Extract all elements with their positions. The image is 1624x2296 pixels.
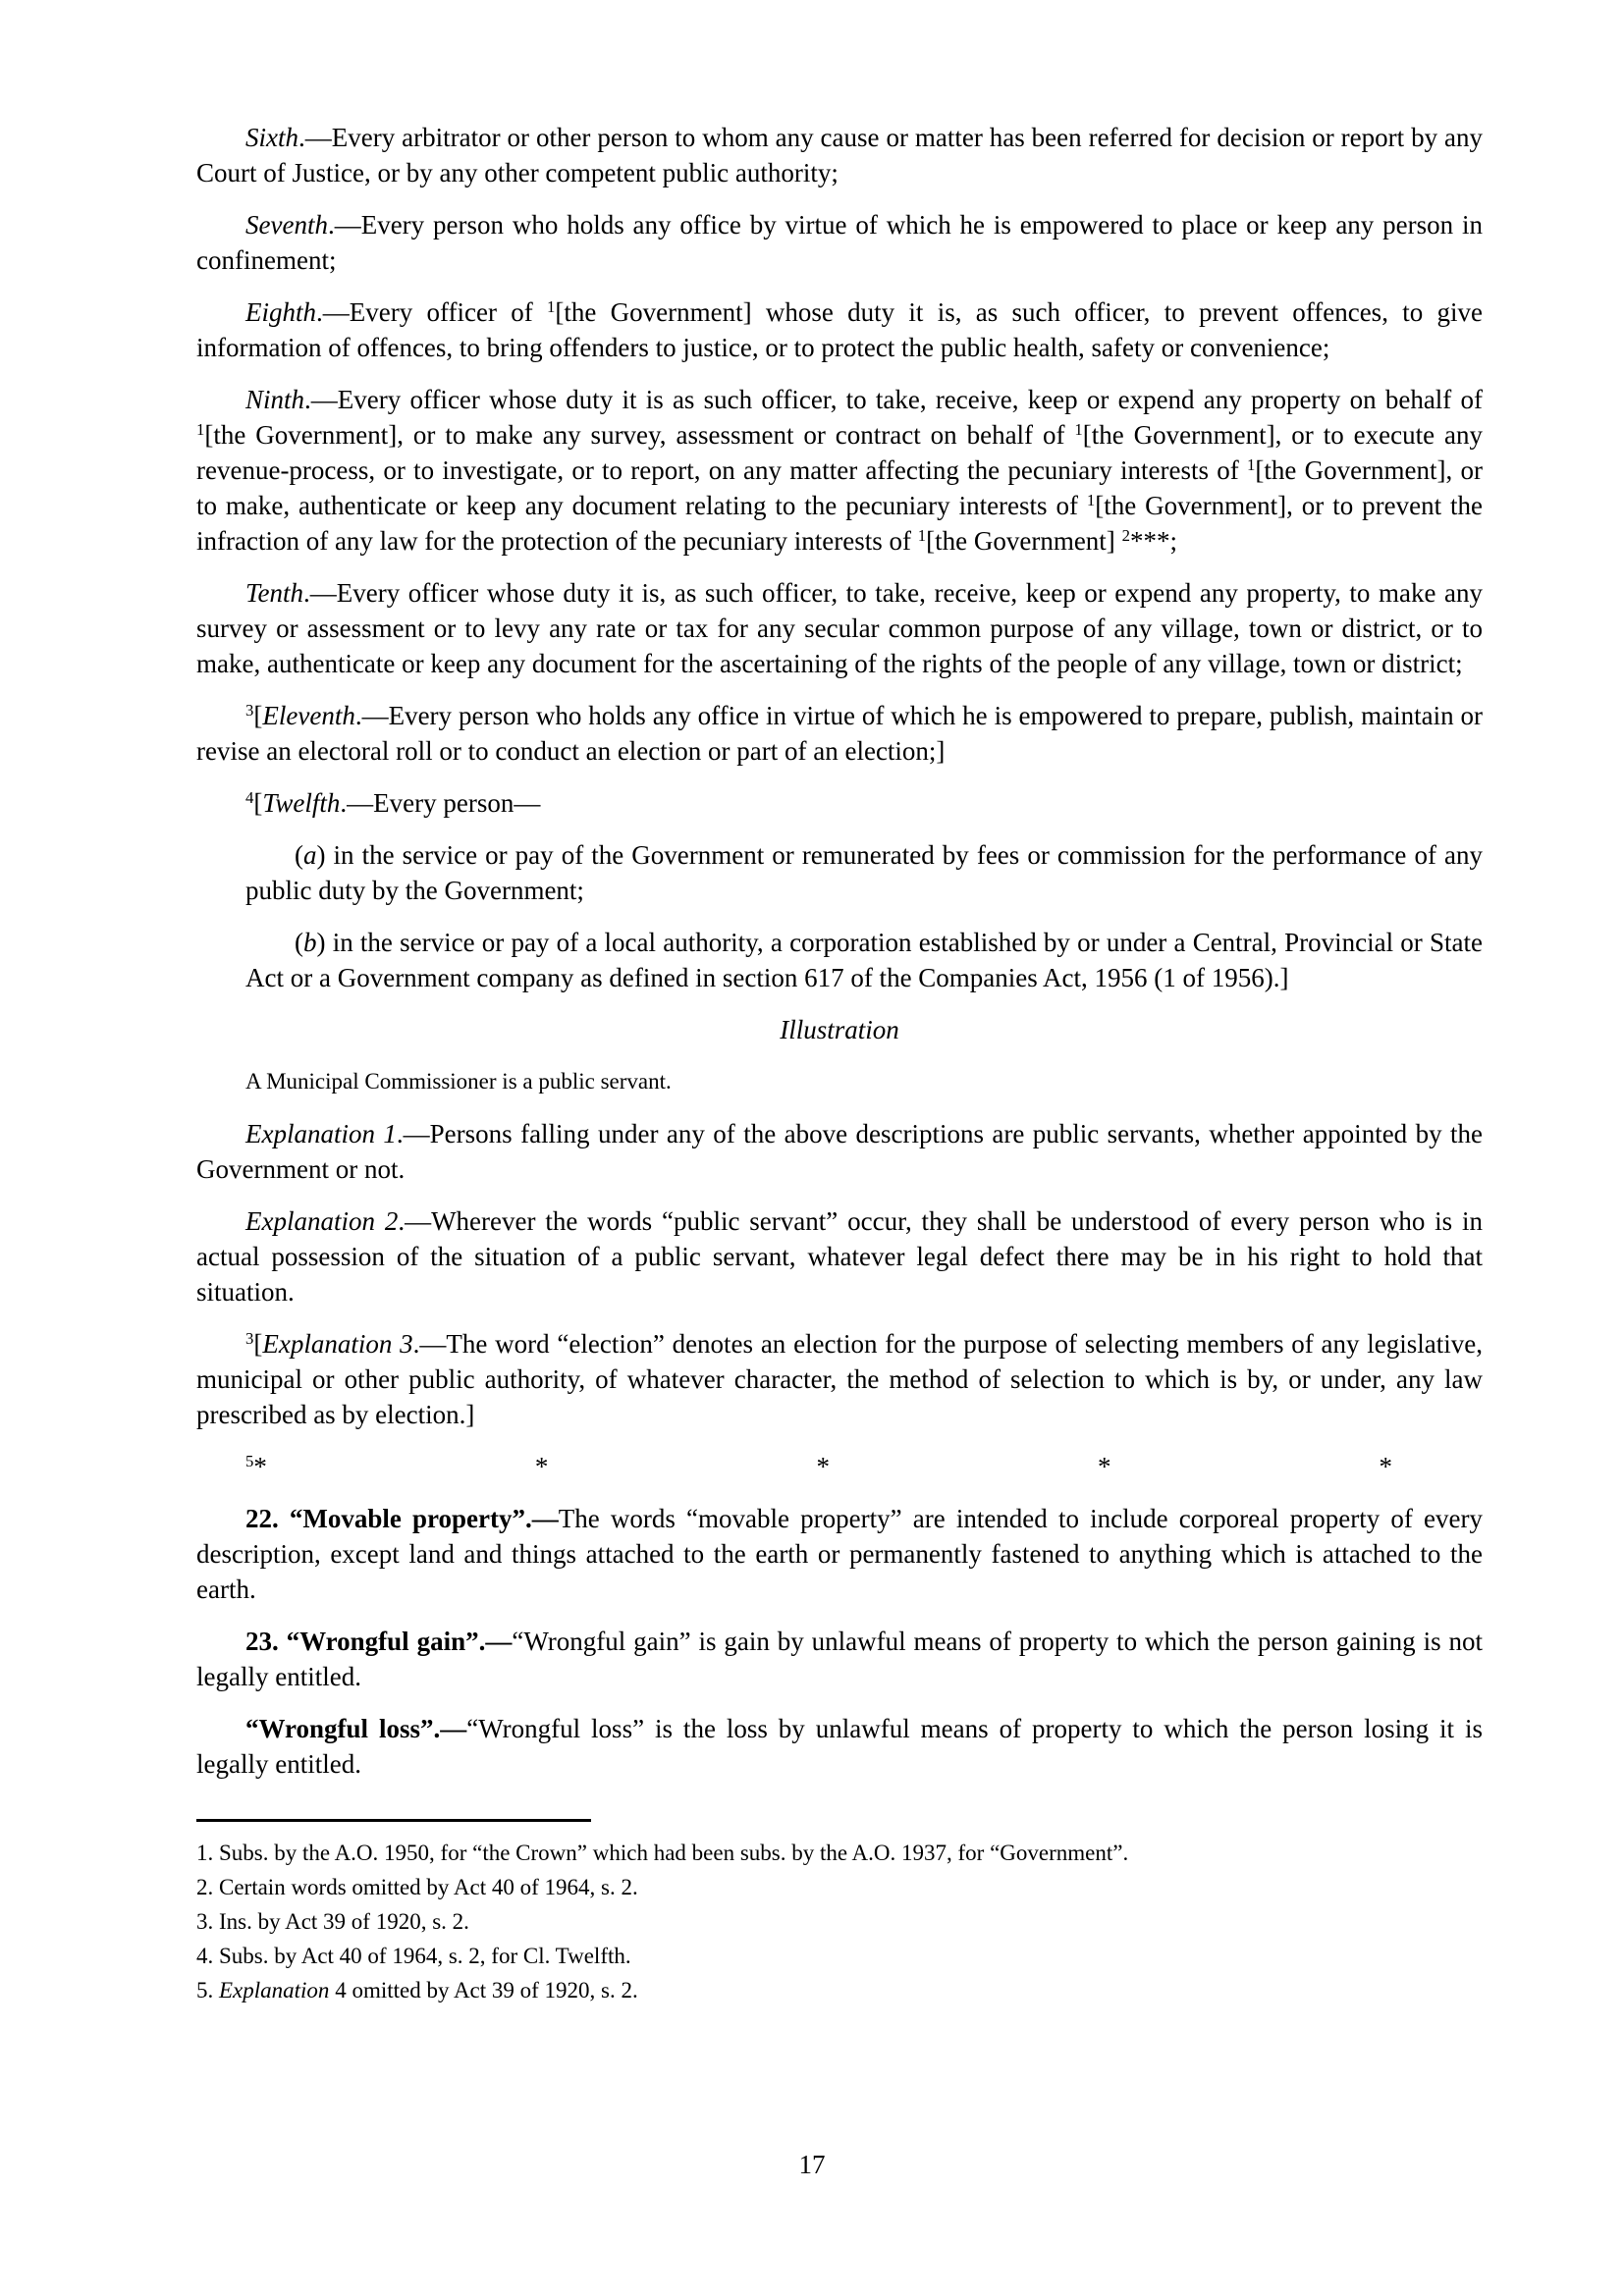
text-segment: .—Persons falling under any of the above descriptions are public servants, whether appointed by the Government or not. [196, 1119, 1484, 1184]
text-segment: 1 [917, 526, 927, 545]
text-segment: Explanation 1 [245, 1119, 397, 1148]
explanation-2 [196, 1203, 1483, 1309]
section-23-wrongful-loss [196, 1711, 1483, 1782]
section-22-movable-property [196, 1501, 1483, 1607]
text-segment: Explanation [219, 1978, 330, 2002]
illustration-heading [196, 1012, 1483, 1047]
text-segment: “Wrongful gain” is gain by unlawful means of property to which the person gaining is not legally entitled. [196, 1627, 1483, 1691]
text-segment: ) in the service or pay of the Government or remunerated by fees or commission for the performance of any public duty by the Government; [245, 840, 1483, 905]
text-segment: [the Government], or to make, authenticate or keep any document relating to the pecuniary interests of [196, 455, 1484, 520]
footnote-4 [196, 1939, 1483, 1973]
text-segment: Eleventh [262, 701, 355, 730]
footnote-3 [196, 1904, 1483, 1939]
footnotes-block [196, 1836, 1483, 2007]
text-segment: [the Government], or to prevent the infraction of any law for the protection of the pecuniary interests of [196, 491, 1483, 556]
omission-asterisk: $^5$* [245, 1452, 267, 1481]
clause-eighth [196, 294, 1483, 365]
clause-tenth [196, 575, 1483, 681]
text-segment: a [303, 840, 317, 870]
text-segment: b [303, 928, 317, 957]
text-segment: .—Every officer of [316, 297, 548, 327]
explanation-3 [196, 1326, 1483, 1432]
text-segment: Seventh [245, 210, 328, 240]
text-segment: 5. [196, 1978, 219, 2002]
text-segment: A Municipal Commissioner is a public servant. [245, 1069, 672, 1094]
clause-twelfth-b [245, 925, 1483, 995]
text-segment: ) in the service or pay of a local authority, a corporation established by or under a Central, Provincial or State Act or a Government company as defined in section 617 of the Companies Act, 1956 (1 of 1956).] [245, 928, 1483, 992]
text-segment: ***; [1129, 526, 1177, 556]
statute-text-block [196, 120, 1483, 1782]
omission-asterisk: * [534, 1452, 549, 1481]
text-segment: The words “movable property” are intended to include corporeal property of every description, except land and things attached to the earth or permanently fastened to anything which is attached to the earth. [196, 1504, 1483, 1604]
omission-asterisk: * [1379, 1452, 1392, 1481]
text-segment: [ [253, 701, 263, 730]
text-segment: 3 [245, 1329, 254, 1348]
text-segment: .—Every person who holds any office by virtue of which he is empowered to place or keep any person in confinement; [196, 210, 1483, 275]
omission-asterisk: * [1097, 1452, 1111, 1481]
omission-stars [245, 1449, 1392, 1484]
text-segment: 4 [245, 788, 254, 807]
text-segment: [the Government] [926, 526, 1122, 556]
footnote-1 [196, 1836, 1483, 1870]
text-segment: [ [253, 788, 263, 818]
text-segment: .—Every person— [340, 788, 541, 818]
text-segment: 1. Subs. by the A.O. 1950, for “the Crown” which had been subs. by the A.O. 1937, for “Government”. [196, 1841, 1129, 1865]
text-segment: 22. “Movable property”.— [245, 1504, 559, 1533]
text-segment: [the Government] whose duty it is, as such officer, to prevent offences, to give information of offences, to bring offenders to justice, or to protect the public health, safety or convenience; [196, 297, 1483, 362]
text-segment: ( [295, 840, 303, 870]
text-segment: 1 [547, 297, 556, 316]
text-segment: 2 [1121, 526, 1130, 545]
section-23-wrongful-gain [196, 1624, 1483, 1694]
text-segment: [the Government], or to execute any revenue-process, or to investigate, or to report, on any matter affecting the pecuniary interests of [196, 420, 1484, 485]
text-segment: Twelfth [262, 788, 341, 818]
text-segment: 1 [1086, 491, 1096, 509]
explanation-1 [196, 1116, 1483, 1187]
text-segment: “Wrongful loss”.— [245, 1714, 467, 1743]
text-segment: Tenth [245, 578, 304, 608]
text-segment: .—Every arbitrator or other person to whom any cause or matter has been referred for decision or report by any Court of Justice, or by any other competent public authority; [196, 123, 1483, 187]
omission-asterisk: * [816, 1452, 830, 1481]
footnote-2 [196, 1870, 1483, 1904]
text-segment: “Wrongful loss” is the loss by unlawful means of property to which the person losing it is legally entitled. [196, 1714, 1483, 1779]
text-segment: 3 [245, 701, 254, 720]
text-segment: Explanation 2 [245, 1206, 399, 1236]
text-segment: 23. “Wrongful gain”.— [245, 1627, 513, 1656]
text-segment: .—Every person who holds any office in virtue of which he is empowered to prepare, publish, maintain or revise an electoral roll or to conduct an election or part of an election;] [196, 701, 1483, 766]
clause-twelfth [196, 785, 1483, 821]
footnote-separator-rule [196, 1819, 591, 1822]
text-segment: Illustration [780, 1015, 899, 1044]
text-segment: 1 [1074, 420, 1083, 439]
text-segment: Sixth [245, 123, 298, 152]
footnote-5 [196, 1973, 1483, 2007]
text-segment: [the Government], or to make any survey, assessment or contract on behalf of [204, 420, 1075, 450]
clause-sixth [196, 120, 1483, 190]
text-segment: [ [253, 1329, 263, 1359]
text-segment: .—The word “election” denotes an election for the purpose of selecting members of any legislative, municipal or other public authority, of whatever character, the method of selection to which is by, or under, any law prescribed as by election.] [196, 1329, 1483, 1429]
text-segment: .—Every officer whose duty it is, as such officer, to take, receive, keep or expend any property, to make any survey or assessment or to levy any rate or tax for any secular common purpose of any village, town or district, or to make, authenticate or keep any document for the ascertaining of the rights of the people of any village, town or district; [196, 578, 1483, 678]
illustration-text [196, 1064, 1483, 1099]
clause-seventh [196, 207, 1483, 278]
text-segment: 1 [196, 420, 205, 439]
text-segment: 4 omitted by Act 39 of 1920, s. 2. [329, 1978, 638, 2002]
clause-ninth [196, 382, 1483, 559]
text-segment: .—Wherever the words “public servant” occur, they shall be understood of every person who is in actual possession of the situation of a public servant, whatever legal defect there may be in his right to hold that situation. [196, 1206, 1484, 1307]
page-number: 17 [798, 2150, 826, 2179]
clause-eleventh [196, 698, 1483, 769]
clause-twelfth-a [245, 837, 1483, 908]
text-segment: 4. Subs. by Act 40 of 1964, s. 2, for Cl. Twelfth. [196, 1944, 631, 1968]
text-segment: 3. Ins. by Act 39 of 1920, s. 2. [196, 1909, 469, 1934]
text-segment: Explanation 3 [262, 1329, 413, 1359]
text-segment: ( [295, 928, 303, 957]
text-segment: Eighth [245, 297, 316, 327]
footnote-marker: 5 [245, 1452, 254, 1470]
text-segment: .—Every officer whose duty it is as such officer, to take, receive, keep or expend any property on behalf of [304, 385, 1483, 414]
text-segment: 1 [1246, 455, 1256, 474]
text-segment: 2. Certain words omitted by Act 40 of 1964, s. 2. [196, 1875, 638, 1899]
text-segment: Ninth [245, 385, 305, 414]
